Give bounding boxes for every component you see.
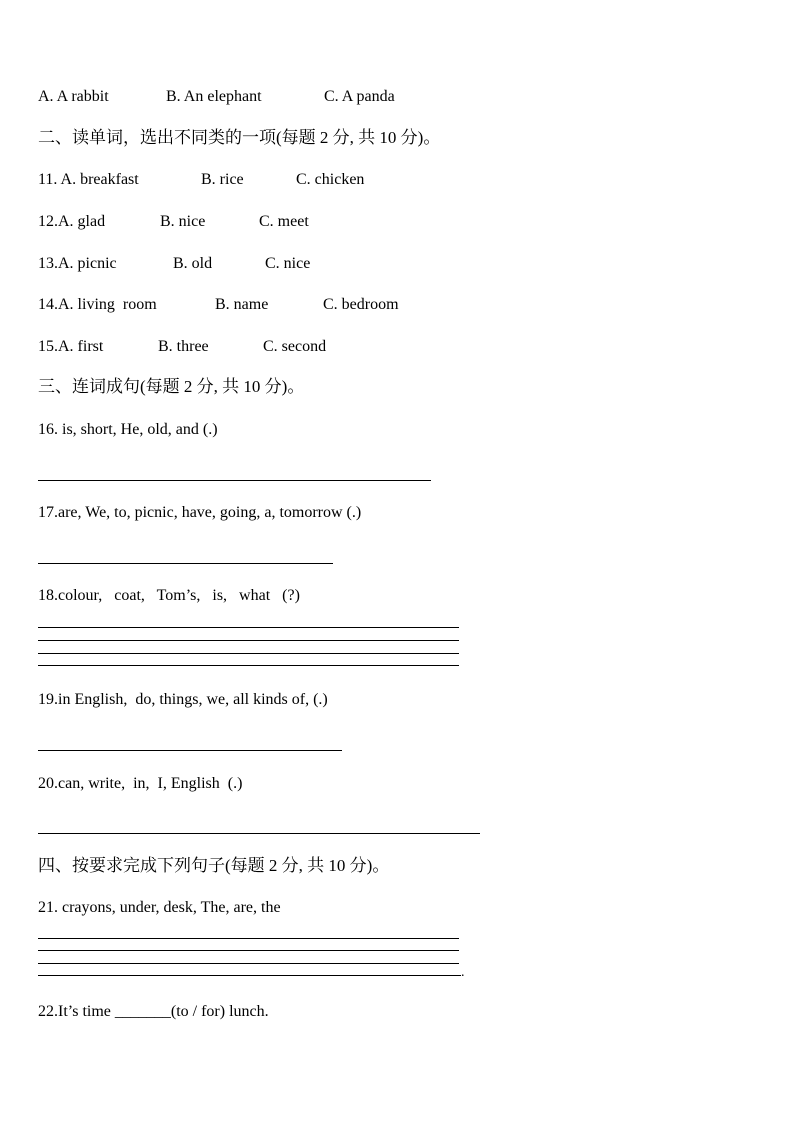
- question-11: [38, 170, 139, 190]
- question-number: 14: [38, 296, 54, 313]
- q10-option-c: C. A panda: [324, 88, 395, 105]
- question-number: 13: [38, 255, 54, 272]
- writing-line-18-1[interactable]: [38, 627, 459, 628]
- question-21: [38, 898, 281, 918]
- q13-option-b: B. old: [173, 255, 213, 272]
- question-15: [38, 337, 103, 357]
- q11-option-c: C. chicken: [296, 171, 365, 188]
- option-a: A. picnic: [58, 255, 117, 272]
- question-number: 22: [38, 1003, 54, 1020]
- question-18: [38, 586, 300, 606]
- q12-option-b: B. nice: [160, 213, 206, 230]
- q15-option-c: C. second: [263, 338, 327, 355]
- question-words: .can, write, in, I, English (.): [54, 775, 243, 792]
- q12-option-c: C. meet: [259, 213, 309, 230]
- question-words: . crayons, under, desk, The, are, the: [54, 899, 281, 916]
- q10-option-a: A. A rabbit: [38, 88, 109, 105]
- question-words: .colour, coat, Tom’s, is, what (?): [54, 587, 300, 604]
- question-17: [38, 503, 361, 523]
- section-4-heading: 四、按要求完成下列句子(每题 2 分, 共 10 分)。: [38, 856, 390, 875]
- question-words: .are, We, to, picnic, have, going, a, tomorrow (.): [54, 504, 362, 521]
- question-separator: .: [54, 255, 58, 272]
- question-22: [38, 1002, 269, 1022]
- question-number: 20: [38, 775, 54, 792]
- q13-option-c: C. nice: [265, 255, 311, 272]
- q15-option-b: B. three: [158, 338, 209, 355]
- end-period: .: [461, 965, 465, 980]
- question-words: .in English, do, things, we, all kinds of, (.): [54, 691, 328, 708]
- option-a: A. first: [58, 338, 104, 355]
- question-number: 21: [38, 899, 54, 916]
- question-number: 12: [38, 213, 54, 230]
- question-20: [38, 774, 242, 794]
- writing-line-21-2[interactable]: [38, 950, 459, 951]
- writing-line-18-2[interactable]: [38, 640, 459, 641]
- question-number: 19: [38, 691, 54, 708]
- question-separator: .: [54, 296, 58, 313]
- answer-line-20[interactable]: [38, 833, 480, 834]
- question-separator: .: [54, 338, 58, 355]
- q11-option-b: B. rice: [201, 171, 244, 188]
- question-number: 16: [38, 421, 54, 438]
- writing-line-21-4[interactable]: [38, 975, 461, 976]
- answer-line-19[interactable]: [38, 750, 342, 751]
- question-14: [38, 295, 157, 315]
- question-number: 18: [38, 587, 54, 604]
- q10-option-b: B. An elephant: [166, 88, 262, 105]
- writing-line-18-3[interactable]: [38, 653, 459, 654]
- writing-line-18-4[interactable]: [38, 665, 459, 666]
- section-2-heading: 二、读单词，选出不同类的一项(每题 2 分, 共 10 分)。: [38, 128, 441, 147]
- question-words: . is, short, He, old, and (.): [54, 421, 218, 438]
- q14-option-b: B. name: [215, 296, 269, 313]
- question-number: 11: [38, 171, 54, 188]
- option-a: A. living room: [58, 296, 157, 313]
- question-number: 15: [38, 338, 54, 355]
- question-separator: .: [54, 213, 58, 230]
- question-13: [38, 254, 117, 274]
- q14-option-c: C. bedroom: [323, 296, 399, 313]
- question-16: [38, 420, 218, 440]
- question-words: .It’s time _______(to / for) lunch.: [54, 1003, 269, 1020]
- answer-line-16[interactable]: [38, 480, 431, 481]
- option-a: A. glad: [58, 213, 106, 230]
- question-number: 17: [38, 504, 54, 521]
- answer-line-17[interactable]: [38, 563, 333, 564]
- question-12: [38, 212, 105, 232]
- writing-line-21-1[interactable]: [38, 938, 459, 939]
- question-19: [38, 690, 328, 710]
- writing-line-21-3[interactable]: [38, 963, 459, 964]
- question-separator: .: [53, 171, 61, 188]
- option-a: A. breakfast: [60, 171, 139, 188]
- section-3-heading: 三、连词成句(每题 2 分, 共 10 分)。: [38, 377, 305, 396]
